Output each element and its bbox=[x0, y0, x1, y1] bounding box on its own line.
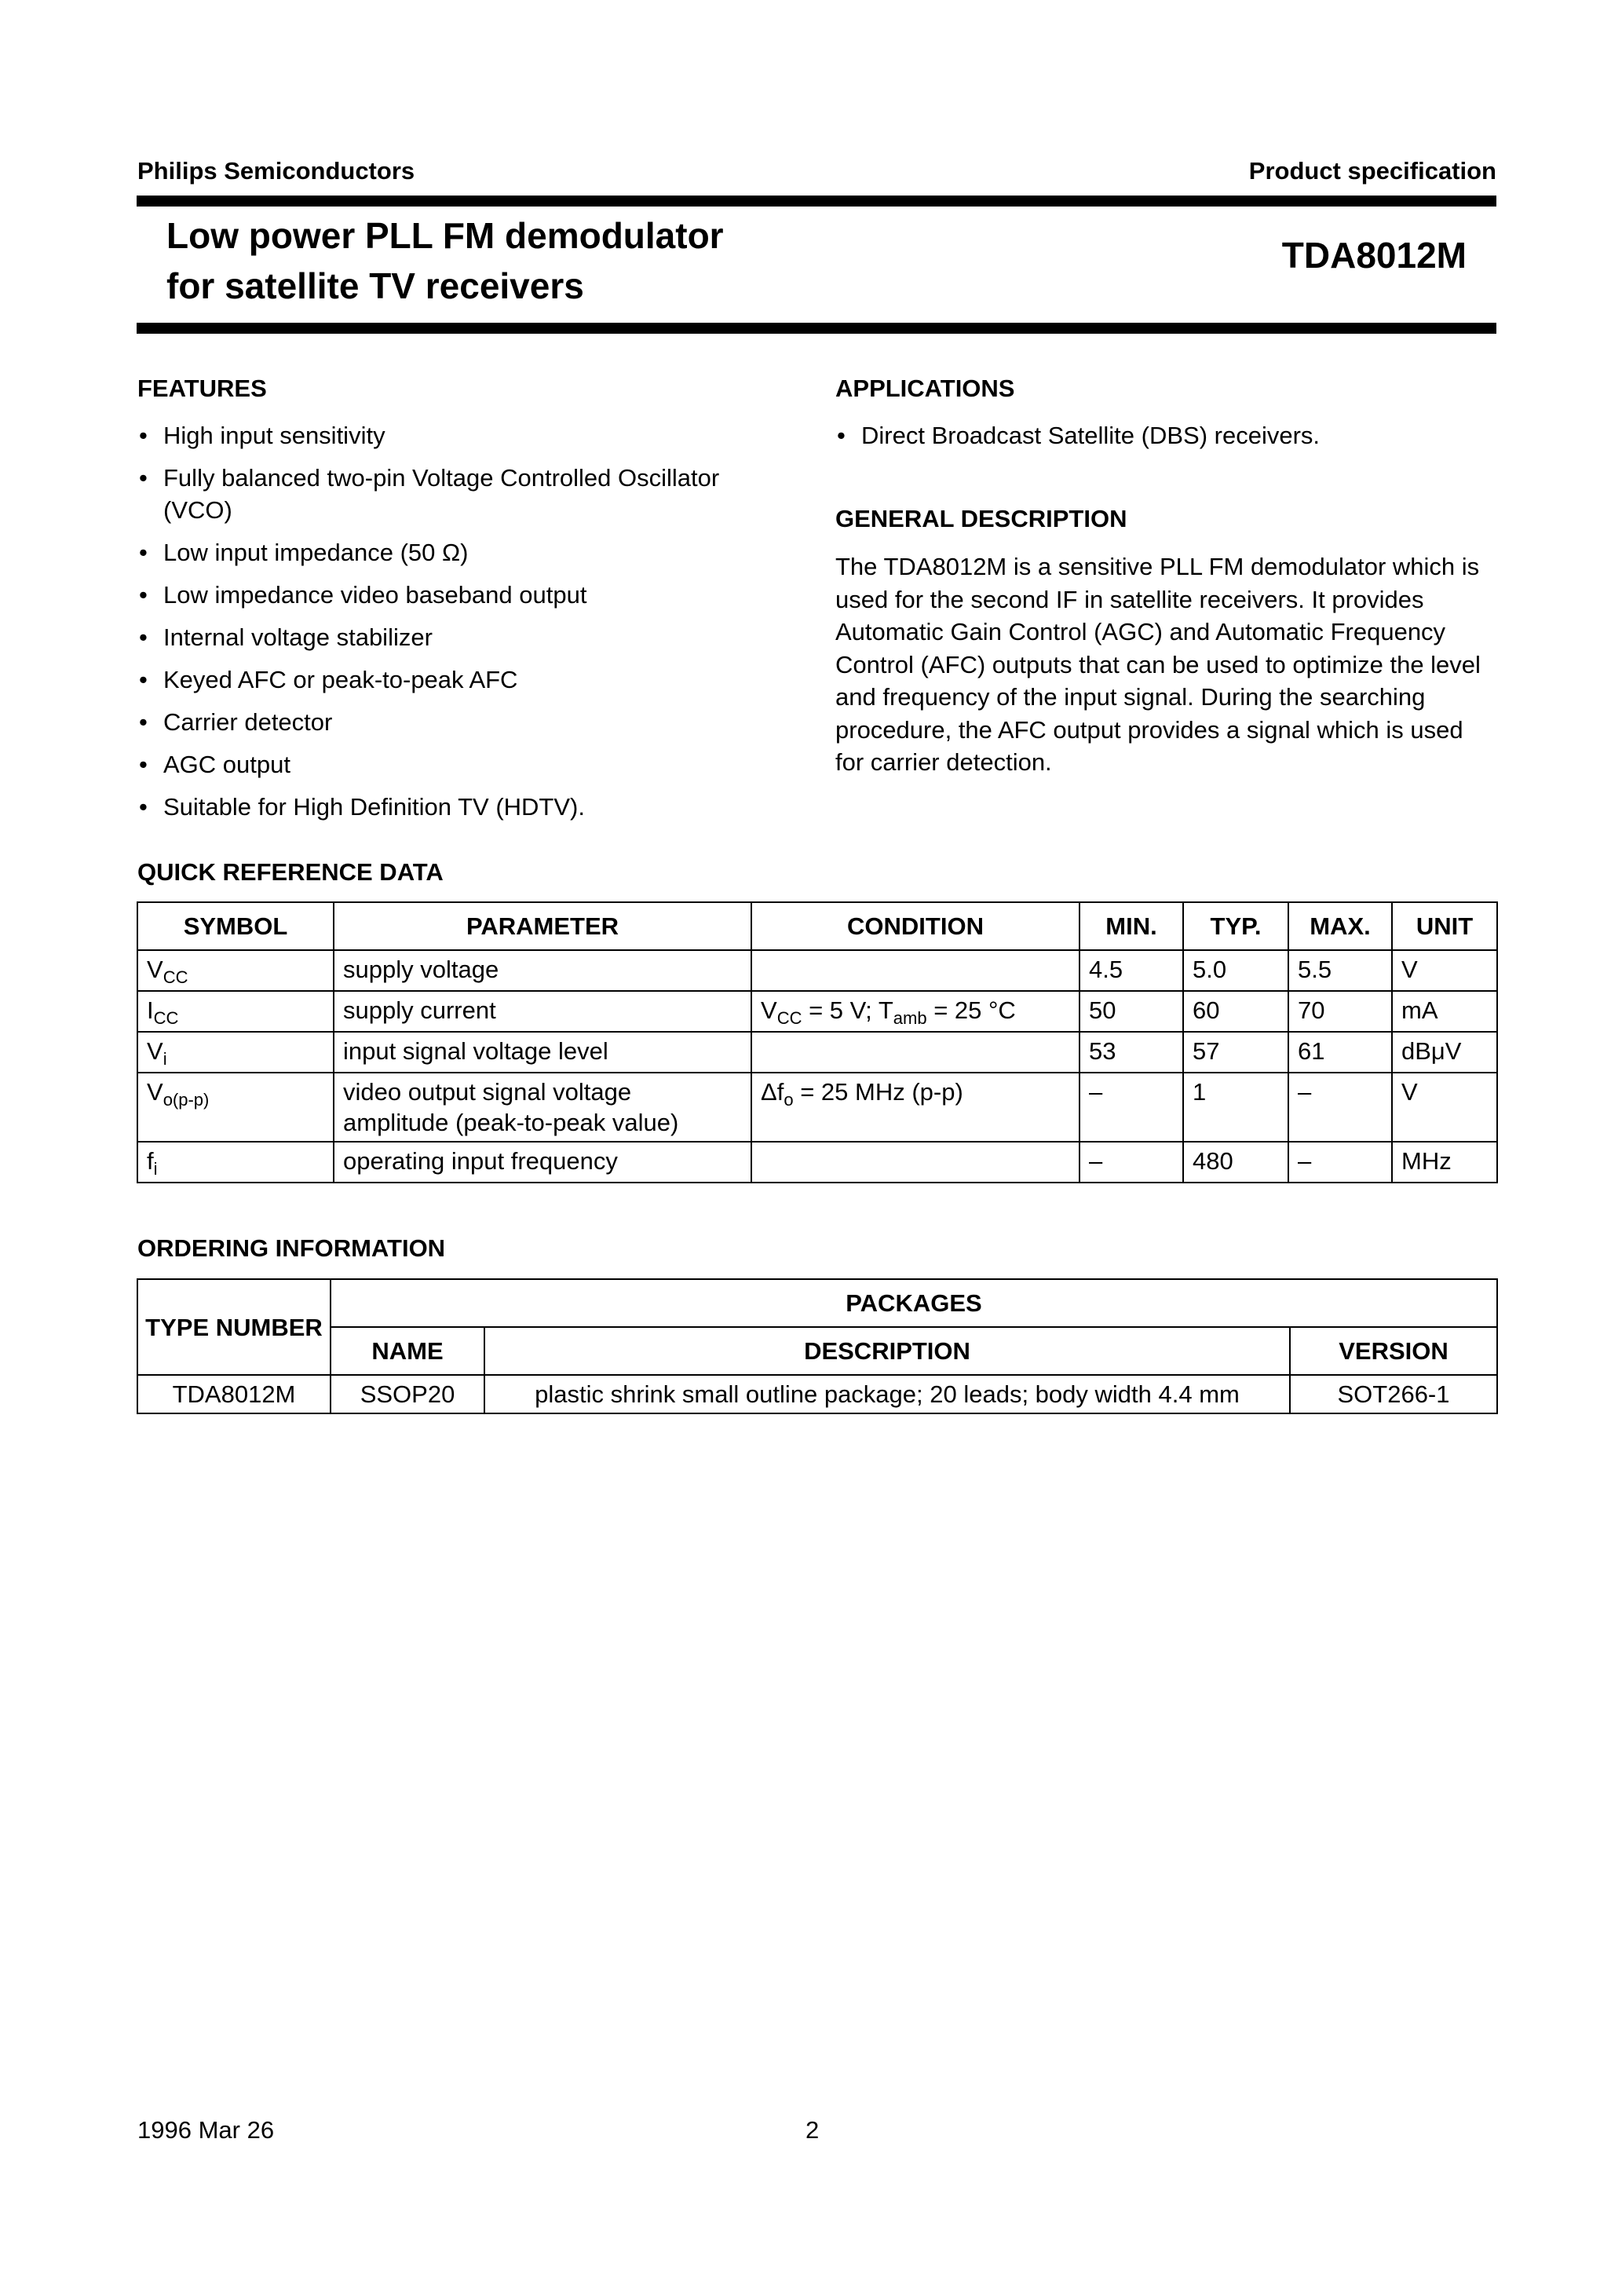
parameter-cell: supply voltage bbox=[334, 950, 751, 991]
ordering-heading: ORDERING INFORMATION bbox=[137, 1234, 446, 1262]
symbol-subscript: CC bbox=[153, 1008, 179, 1028]
table-header-row bbox=[137, 902, 1497, 950]
typ-cell: 57 bbox=[1183, 1032, 1288, 1073]
symbol-cell bbox=[137, 950, 334, 991]
quick-reference-table bbox=[137, 901, 1498, 1183]
max-cell: – bbox=[1288, 1073, 1392, 1142]
symbol-main: V bbox=[147, 1078, 163, 1106]
table-row bbox=[137, 950, 1497, 991]
table-header-row bbox=[137, 1327, 1497, 1375]
max-cell: – bbox=[1288, 1142, 1392, 1183]
feature-item: • Suitable for High Definition TV (HDTV). bbox=[137, 791, 765, 823]
condition-cell bbox=[751, 1032, 1080, 1073]
feature-item: • Low input impedance (50 Ω) bbox=[137, 536, 765, 569]
min-cell: – bbox=[1080, 1142, 1183, 1183]
feature-item: • Carrier detector bbox=[137, 706, 765, 738]
column-header: SYMBOL bbox=[137, 902, 334, 950]
document-title bbox=[166, 210, 724, 311]
symbol-main: I bbox=[147, 996, 154, 1024]
title-line-1: Low power PLL FM demodulator bbox=[166, 215, 724, 256]
min-cell: 4.5 bbox=[1080, 950, 1183, 991]
unit-cell: V bbox=[1392, 950, 1497, 991]
condition-subscript: CC bbox=[776, 1008, 802, 1028]
document-type: Product specification bbox=[1248, 157, 1496, 185]
typ-cell: 1 bbox=[1183, 1073, 1288, 1142]
unit-cell: mA bbox=[1392, 991, 1497, 1032]
footer-date: 1996 Mar 26 bbox=[137, 2116, 275, 2144]
condition-cell bbox=[751, 950, 1080, 991]
table-row bbox=[137, 1073, 1497, 1142]
page-number: 2 bbox=[806, 2116, 820, 2144]
condition-part: = 5 V; T bbox=[802, 996, 893, 1024]
parameter-cell: video output signal voltage amplitude (peak-to-peak value) bbox=[334, 1073, 751, 1142]
table-row bbox=[137, 991, 1497, 1032]
table-row bbox=[137, 1375, 1497, 1413]
symbol-cell bbox=[137, 1032, 334, 1073]
features-heading: FEATURES bbox=[137, 375, 267, 402]
symbol-subscript: i bbox=[163, 1049, 167, 1069]
general-description-text: The TDA8012M is a sensitive PLL FM demodulator which is used for the second IF in satellite receivers. It provides Automatic Gain Control (AGC) and Automatic Frequency Control (AFC) outputs that can be used to optimize the level and frequency of the input signal. During the searching procedure, the AFC output provides a signal which is used for carrier detection. bbox=[835, 553, 1481, 776]
typ-cell: 480 bbox=[1183, 1142, 1288, 1183]
symbol-cell bbox=[137, 1142, 334, 1183]
unit-cell: dBμV bbox=[1392, 1032, 1497, 1073]
column-header: CONDITION bbox=[751, 902, 1080, 950]
column-header: MIN. bbox=[1080, 902, 1183, 950]
package-name-cell: SSOP20 bbox=[331, 1375, 484, 1413]
typ-cell: 60 bbox=[1183, 991, 1288, 1032]
features-list bbox=[137, 419, 765, 833]
name-header: NAME bbox=[331, 1327, 484, 1375]
feature-item: • Fully balanced two-pin Voltage Controlled Oscillator (VCO) bbox=[137, 462, 765, 526]
symbol-main: V bbox=[147, 1037, 163, 1065]
feature-item: • AGC output bbox=[137, 748, 765, 781]
table-row bbox=[137, 1142, 1497, 1183]
part-number: TDA8012M bbox=[1281, 235, 1467, 276]
typ-cell: 5.0 bbox=[1183, 950, 1288, 991]
table-row bbox=[137, 1032, 1497, 1073]
symbol-cell bbox=[137, 1073, 334, 1142]
min-cell: 50 bbox=[1080, 991, 1183, 1032]
ordering-table bbox=[137, 1278, 1498, 1414]
parameter-cell: input signal voltage level bbox=[334, 1032, 751, 1073]
column-header: PARAMETER bbox=[334, 902, 751, 950]
type-number-header: TYPE NUMBER bbox=[137, 1279, 331, 1375]
min-cell: – bbox=[1080, 1073, 1183, 1142]
symbol-main: V bbox=[147, 956, 163, 983]
max-cell: 70 bbox=[1288, 991, 1392, 1032]
version-header: VERSION bbox=[1290, 1327, 1497, 1375]
condition-subscript: o bbox=[784, 1090, 794, 1110]
package-version-cell: SOT266-1 bbox=[1290, 1375, 1497, 1413]
unit-cell: MHz bbox=[1392, 1142, 1497, 1183]
condition-cell bbox=[751, 991, 1080, 1032]
symbol-main: f bbox=[147, 1147, 154, 1175]
packages-header: PACKAGES bbox=[331, 1279, 1497, 1327]
condition-part: = 25 °C bbox=[926, 996, 1016, 1024]
feature-item: • Keyed AFC or peak-to-peak AFC bbox=[137, 664, 765, 696]
symbol-subscript: o(p-p) bbox=[163, 1090, 210, 1110]
type-number-cell: TDA8012M bbox=[137, 1375, 331, 1413]
title-line-2: for satellite TV receivers bbox=[166, 265, 584, 306]
symbol-subscript: i bbox=[153, 1159, 158, 1179]
column-header: UNIT bbox=[1392, 902, 1497, 950]
header-top-rule bbox=[137, 196, 1496, 207]
company-name: Philips Semiconductors bbox=[137, 157, 415, 185]
description-header: DESCRIPTION bbox=[484, 1327, 1290, 1375]
condition-part: = 25 MHz (p-p) bbox=[793, 1078, 963, 1106]
quick-reference-body bbox=[137, 950, 1497, 1183]
feature-item: • High input sensitivity bbox=[137, 419, 765, 452]
application-item: • Direct Broadcast Satellite (DBS) receivers. bbox=[835, 419, 1495, 452]
parameter-cell: operating input frequency bbox=[334, 1142, 751, 1183]
applications-list bbox=[835, 419, 1495, 462]
general-description-heading: GENERAL DESCRIPTION bbox=[835, 505, 1127, 532]
min-cell: 53 bbox=[1080, 1032, 1183, 1073]
quick-reference-heading: QUICK REFERENCE DATA bbox=[137, 858, 444, 886]
column-header: MAX. bbox=[1288, 902, 1392, 950]
max-cell: 61 bbox=[1288, 1032, 1392, 1073]
symbol-cell bbox=[137, 991, 334, 1032]
max-cell: 5.5 bbox=[1288, 950, 1392, 991]
package-description-cell: plastic shrink small outline package; 20 leads; body width 4.4 mm bbox=[484, 1375, 1290, 1413]
condition-part: Δf bbox=[761, 1078, 784, 1106]
applications-heading: APPLICATIONS bbox=[835, 375, 1015, 402]
unit-cell: V bbox=[1392, 1073, 1497, 1142]
condition-cell bbox=[751, 1142, 1080, 1183]
symbol-subscript: CC bbox=[163, 967, 188, 987]
condition-part: V bbox=[761, 996, 777, 1024]
column-header: TYP. bbox=[1183, 902, 1288, 950]
header-bottom-rule bbox=[137, 323, 1496, 334]
feature-item: • Low impedance video baseband output bbox=[137, 579, 765, 611]
parameter-cell: supply current bbox=[334, 991, 751, 1032]
condition-cell bbox=[751, 1073, 1080, 1142]
table-header-row bbox=[137, 1279, 1497, 1327]
feature-item: • Internal voltage stabilizer bbox=[137, 621, 765, 653]
condition-subscript: amb bbox=[893, 1008, 927, 1028]
